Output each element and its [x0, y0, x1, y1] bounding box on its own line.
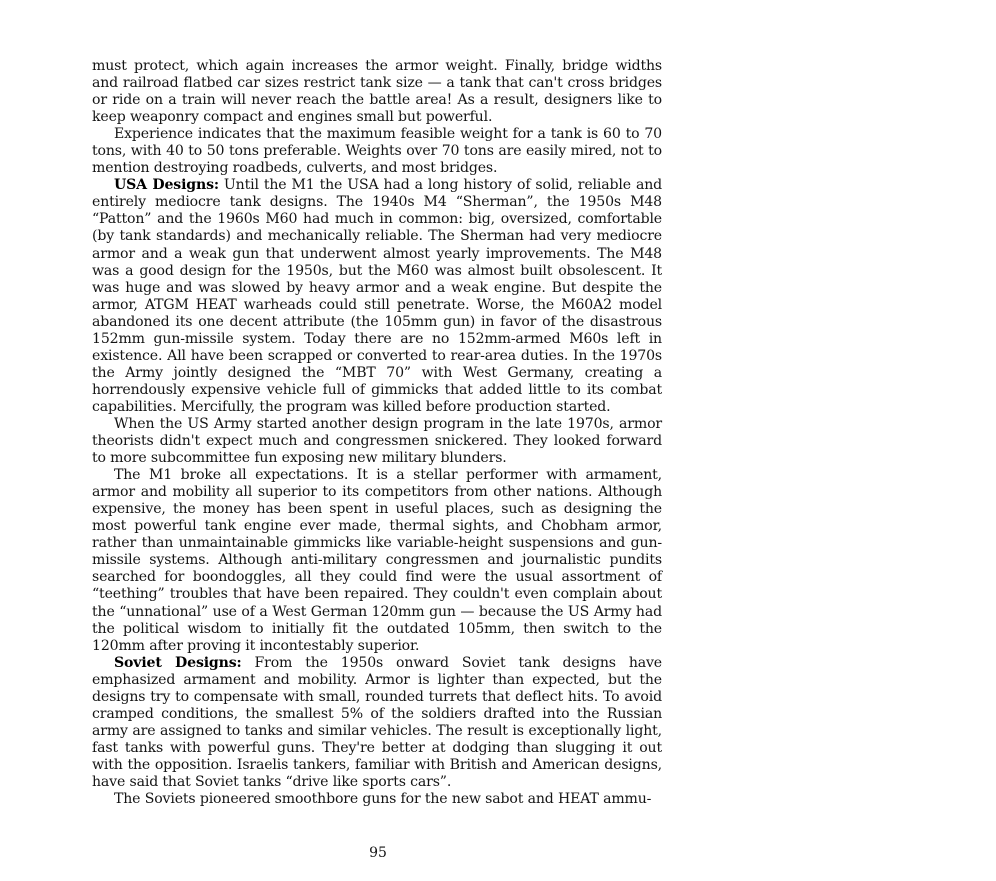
heading-soviet-designs: Soviet Designs: [114, 654, 242, 671]
paragraph-usa-designs: USA Designs: Until the M1 the USA had a long history of solid, reliable and entirely mediocre tank designs. The 1940s M4 “Sherman”, the 1950s M48 “Patton” and the 1960s M60 had much in common: big, oversized, comfortable (by tank standards) and mechanically reliable. The Sherman had very mediocre armor and a weak gun that underwent almost yearly improvements. The M48 was a good design for the 1950s, but the M60 was almost built obsolescent. It was huge and was slowed by heavy armor and a weak engine. But despite the armor, ATGM HEAT warheads could still penetrate. Worse, the M60A2 model abandoned its one decent attribute (the 105mm gun) in favor of the disastrous 152mm gun-missile system. Today there are no 152mm-armed M60s left in existence. All have been scrapped or converted to rear-area duties. In the 1970s the Army jointly designed the “MBT 70” with West Germany, creating a horrendously expensive vehicle full of gimmicks that added little to its combat capabilities. Mercifully, the program was killed before production started. [92, 177, 662, 415]
paragraph-m1: The M1 broke all expectations. It is a stellar performer with armament, armor and mobility all superior to its competitors from other nations. Although expensive, the money has been spent in useful places, such as designing the most powerful tank engine ever made, thermal sights, and Chobham armor, rather than unmaintainable gimmicks like variable-height suspensions and gun-missile systems. Although anti-military congressmen and journalistic pundits searched for boondoggles, all they could find were the usual assortment of “teething” troubles that have been repaired. They couldn't even complain about the “unnational” use of a West German 120mm gun — because the US Army had the political wisdom to initially fit the outdated 105mm, then switch to the 120mm after proving it incontestably superior. [92, 467, 662, 654]
paragraph-4: When the US Army started another design program in the late 1970s, armor theorists didn't expect much and congressmen snickered. They looked forward to more subcommittee fun exposing new military blunders. [92, 415, 662, 467]
page-number: 95 [369, 845, 387, 861]
paragraph-7: The Soviets pioneered smoothbore guns for the new sabot and HEAT ammu- [114, 791, 652, 808]
paragraph-2: Experience indicates that the maximum feasible weight for a tank is 60 to 70 tons, with 40 to 50 tons preferable. Weights over 70 tons are easily mired, not to mention destroying roadbeds, culverts, and most bridges. [92, 126, 662, 177]
paragraph-soviet-designs: Soviet Designs: From the 1950s onward Soviet tank designs have emphasized armament and mobility. Armor is lighter than expected, but the designs try to compensate with small, rounded turrets that deflect hits. To avoid cramped conditions, the smallest 5% of the soldiers drafted into the Russian army are assigned to tanks and similar vehicles. The result is exceptionally light, fast tanks with powerful guns. They're better at dodging than slugging it out with the opposition. Israelis tankers, familiar with British and American designs, have said that Soviet tanks “drive like sports cars”. [92, 654, 662, 790]
body-text [92, 58, 662, 808]
heading-usa-designs: USA Designs: [114, 177, 219, 194]
paragraph-1: must protect, which again increases the armor weight. Finally, bridge widths and railroad flatbed car sizes restrict tank size — a tank that can't cross bridges or ride on a train will never reach the battle area! As a result, designers like to keep weaponry compact and engines small but powerful. [92, 58, 662, 126]
